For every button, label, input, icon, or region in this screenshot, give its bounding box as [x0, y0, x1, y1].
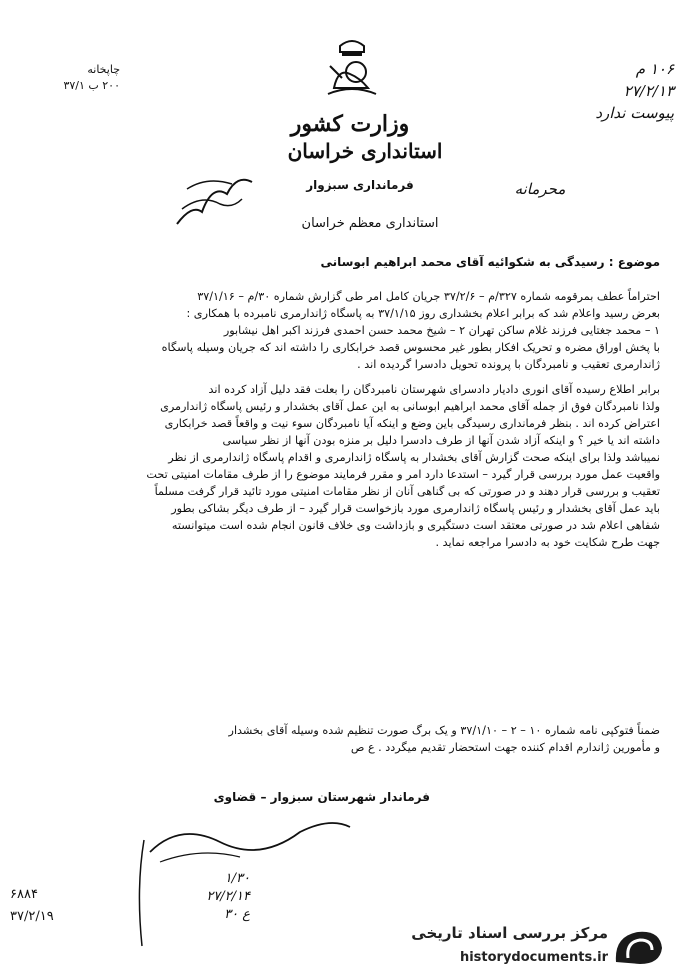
handwritten-line: ۱۰۶ م [635, 60, 674, 78]
governorate-title: فرمانداری سبزوار [306, 178, 414, 192]
registry-number: ۶۸۸۴ [10, 887, 38, 902]
registry-stamp [10, 884, 110, 928]
handwritten-line: ۲۷/۲/۱۳ [623, 82, 674, 100]
subject-line: موضوع : رسیدگی به شکوائیه آقای محمد ابراهیم ابوسانی [320, 255, 660, 269]
signer-line: فرماندار شهرستان سبزوار – قضاوی [213, 790, 430, 804]
body-line: ۱ – محمد جغتایی فرزند غلام ساکن تهران ۲ – شیخ محمد حسن احمدی فرزند اکبر اهل نیشابور [223, 324, 660, 337]
handwritten-line: پیوست ندارد [595, 104, 674, 122]
body-line: با پخش اوراق مضره و تحریک افکار بطور غیر محسوس قصد خرابکاری را داشته اند که جریان وسیله پاسگاه [161, 341, 660, 354]
body-line: واقعیت عمل مورد بررسی قرار گیرد – استدعا دارد امر و مقرر فرمایند موضوع را از طرف مقامات امنیتی تحت [146, 468, 660, 481]
handwritten-line: ۲۷/۲/۱۴ [206, 889, 250, 904]
enclosure-note [34, 722, 660, 756]
margin-line-icon [130, 838, 150, 948]
letter-body [34, 288, 660, 551]
body-line: باید عمل آقای بخشدار و رئیس پاسگاه ژاندارمری مورد بازخواست قرار گیرد – از طرف دیگر بشاکی بطور [171, 502, 660, 515]
signature-scribble-icon [140, 812, 360, 872]
lion-and-sun-emblem-icon [320, 38, 384, 98]
body-line: برابر اطلاع رسیده آقای انوری دادیار دادسرای شهرستان نامبردگان را بعلت فقد دلیل آزاد کرده اند [208, 383, 660, 396]
watermark-url: historydocuments.ir [459, 950, 608, 965]
body-line: ولذا نامبردگان فوق از جمله آقای محمد ابراهیم ابوسانی به این عمل آقای بخشدار و رئیس پاسگاه ژاندارمری [160, 400, 660, 413]
body-line: تعقیب و بررسی قرار دهند و در صورتی که بی گناهی آنان از نظر مقامات امنیتی مورد تائید قرار گرفت مسلماً [154, 485, 660, 498]
body-line: ژاندارمری تعقیب و نامبردگان با پرونده تحویل دادسرا گردیده اند . [357, 358, 660, 371]
print-stamp [30, 62, 120, 94]
handwritten-line: ع ۳۰ [224, 907, 250, 922]
body-line: اعتراض کرده اند . بنظر فرمانداری رسیدگی باین وضع و اینکه آیا نامبردگان سوء نیت و واقعاً قصد خرابکاری [164, 417, 660, 430]
handwritten-reference [524, 58, 674, 124]
body-line: جهت طرح شکایت خود به دادسرا مراجعه نماید . [435, 536, 660, 549]
body-line: نمیباشد ولذا برای اینکه صحت گزارش آقای بخشدار به پاسگاه ژاندارمری و اقدام پاسگاه ژاندارمری از نظر [168, 451, 660, 464]
print-stamp-line: چاپخانه [87, 63, 120, 76]
enclosure-line: ضمناً فتوکپی نامه شماره ۱۰ – ۲ – ۳۷/۱/۱۰ و یک برگ صورت تنظیم شده وسیله آقای بخشدار [228, 724, 660, 737]
watermark-persian: مرکز بررسی اسناد تاریخی [411, 924, 608, 942]
registry-date: ۳۷/۲/۱۹ [10, 909, 54, 924]
province-title: استانداری خراسان [287, 139, 443, 163]
handwritten-line: ۱/۳۰ [224, 871, 250, 886]
addressee: استانداری معظم خراسان [301, 216, 439, 231]
archive-logo-icon [610, 928, 666, 968]
body-line: داشته اند یا خیر ؟ و اینکه آزاد شدن آنها از طرف دادسرا دلیل بر منزه بودن آنها از نظر سیاسی [222, 434, 660, 447]
ministry-title: وزارت کشور [290, 111, 410, 137]
body-line: احتراماً عطف بمرقومه شماره ۳۲۷/م – ۳۷/۲/۶ جریان کامل امر طی گزارش شماره ۳۰/م – ۳۷/۱/۱۶ [197, 290, 660, 303]
handwritten-notes [140, 870, 250, 924]
print-stamp-line: ۲۰۰ ب ۳۷/۱ [63, 79, 120, 92]
enclosure-line: و مأمورین ژاندارم اقدام کننده جهت استحضار تقدیم میگردد . ع ص [350, 741, 660, 754]
body-line: شفاهی اعلام شد در صورتی معتقد است دستگیری و بازداشت وی خلاف قانون انجام شده است میتوانسته [171, 519, 660, 532]
classification-mark: محرمانه [514, 180, 566, 198]
body-line: بعرض رسید واعلام شد که برابر اعلام بخشداری روز ۳۷/۱/۱۵ به پاسگاه ژاندارمری نامبرده با همکاری : [186, 307, 660, 320]
